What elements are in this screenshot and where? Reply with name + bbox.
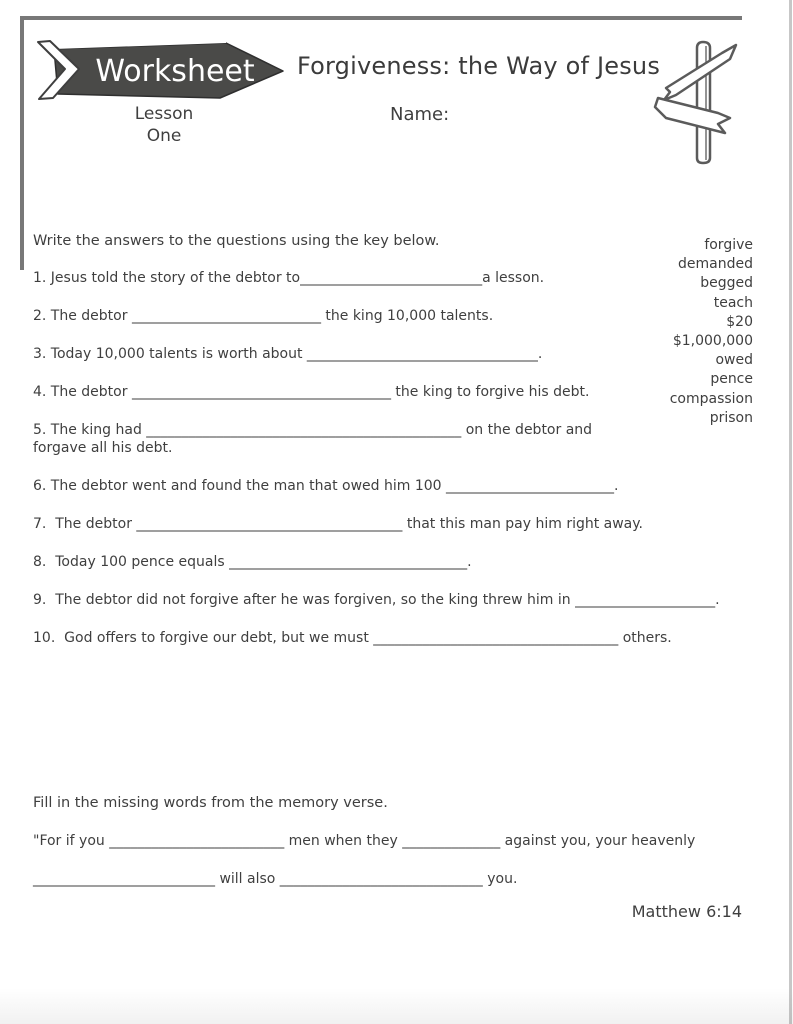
question-text: 1. Jesus told the story of the debtor to__________________________a lesson. [33, 270, 545, 286]
key-word: compassion [669, 390, 753, 407]
key-word: $1,000,000 [672, 333, 753, 350]
question-text: 9. The debtor did not forgive after he was forgiven, so the king threw him in ____________________. [33, 592, 720, 608]
scan-shadow-bottom [0, 988, 793, 1024]
key-word: $20 [726, 313, 753, 330]
key-word: demanded [678, 256, 753, 273]
arrow-banner-icon [34, 36, 290, 104]
question-text: 8. Today 100 pence equals __________________________________. [33, 554, 472, 570]
memory-verse-instructions: Fill in the missing words from the memory verse. [33, 795, 388, 811]
frame-border-left [20, 16, 24, 270]
question-text: 10. God offers to forgive our debt, but we must ___________________________________ others. [33, 630, 672, 646]
question-text: 2. The debtor ___________________________ the king 10,000 talents. [33, 308, 494, 324]
question-text: 4. The debtor _____________________________________ the king to forgive his debt. [33, 384, 590, 400]
verse-citation: Matthew 6:14 [631, 902, 742, 921]
question-row [33, 345, 757, 363]
lesson-line2: One [146, 126, 182, 146]
page-title: Forgiveness: the Way of Jesus [297, 52, 661, 80]
question-row [33, 591, 757, 609]
question-row [33, 553, 757, 571]
quiz-instructions: Write the answers to the questions using the key below. [33, 233, 440, 249]
key-word: teach [713, 294, 753, 311]
question-text: 5. The king had _____________________________________________ on the debtor and [33, 422, 593, 438]
question-row [33, 477, 757, 495]
key-word: owed [715, 352, 753, 369]
question-row [33, 421, 757, 457]
question-row [33, 269, 757, 287]
question-text: 7. The debtor ______________________________________ that this man pay him right away. [33, 516, 644, 532]
key-word: forgive [704, 237, 753, 253]
key-word: prison [709, 409, 753, 426]
memory-verse-line1: "For if you _________________________ men when they ______________ against you, your heavenly [33, 833, 696, 849]
question-row [33, 307, 757, 325]
lesson-label [110, 103, 218, 147]
question-row [33, 515, 757, 533]
key-word: begged [700, 275, 753, 292]
memory-verse-line2: __________________________ will also _____________________________ you. [33, 871, 518, 887]
question-list [33, 269, 757, 667]
question-row [33, 629, 757, 647]
name-label: Name: [390, 104, 450, 125]
question-row [33, 383, 757, 401]
frame-border-top [20, 16, 742, 20]
scan-edge-right [789, 0, 792, 1024]
question-text: 6. The debtor went and found the man that owed him 100 ________________________. [33, 478, 619, 494]
key-word: pence [710, 371, 753, 388]
signpost-icon [652, 36, 752, 171]
answer-key-list [670, 236, 753, 428]
question-text: 3. Today 10,000 talents is worth about _________________________________. [33, 346, 543, 362]
question-text-line2: forgave all his debt. [33, 440, 173, 456]
banner-label: Worksheet [95, 54, 255, 89]
lesson-line1: Lesson [134, 104, 194, 124]
